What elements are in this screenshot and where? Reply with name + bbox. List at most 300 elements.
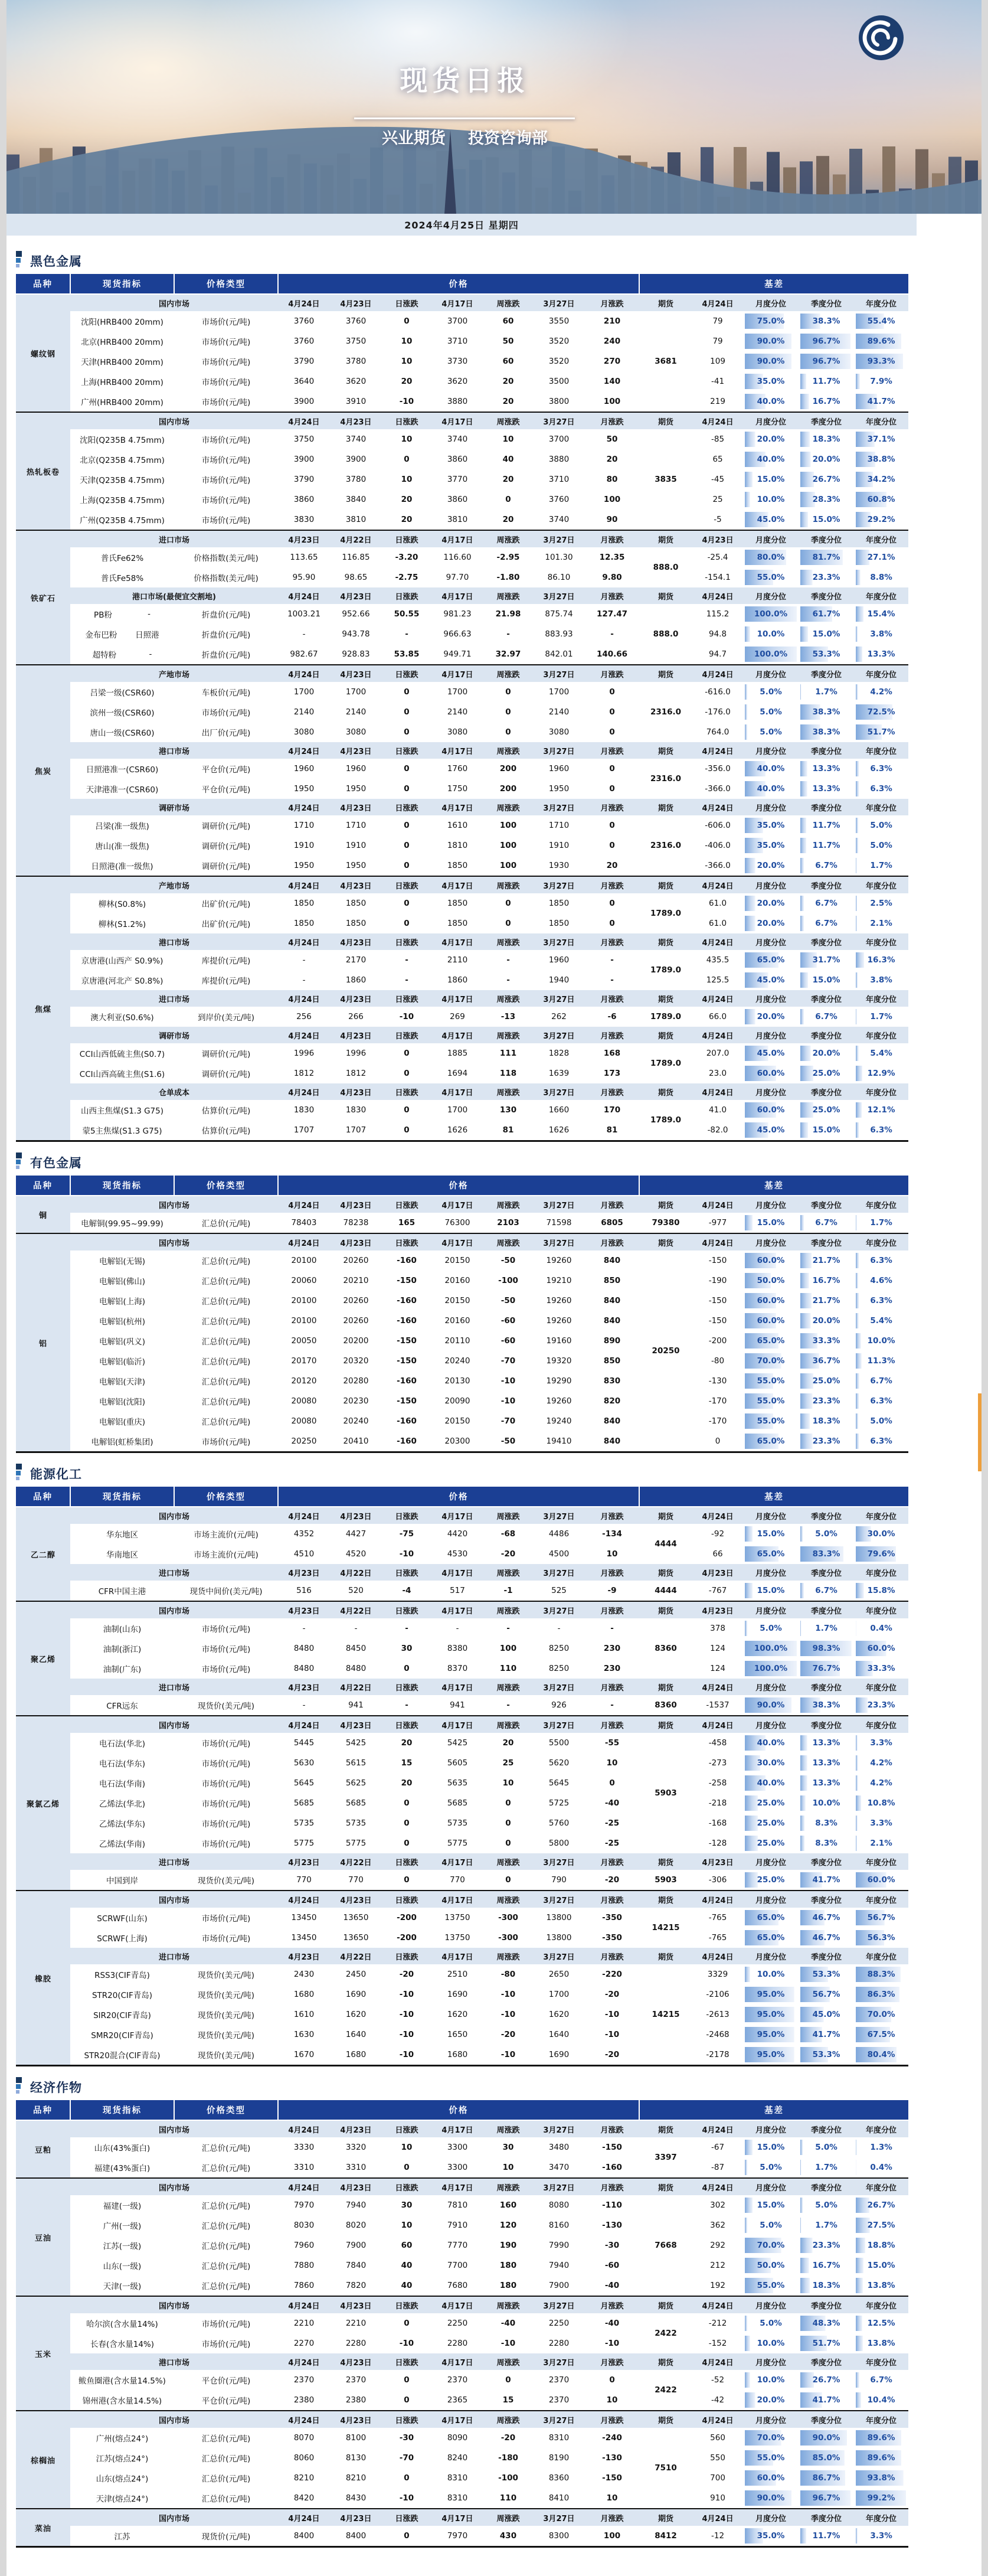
change-cell: 0	[382, 815, 431, 835]
price-cell: 5800	[533, 1833, 585, 1853]
section-bullet-icon	[16, 251, 25, 270]
price-type-cell: 汇总价(元/吨)	[174, 1351, 278, 1371]
variety-cell: 乙二醇	[16, 1507, 70, 1601]
basis-col-label: 4月24日	[692, 412, 743, 429]
monthly-percentile-cell: 30.0%	[743, 1753, 799, 1773]
basis-col-label: 季度分位	[799, 294, 854, 311]
price-type-cell: 现货价(美元/吨)	[174, 1984, 278, 2004]
price-cell: 2280	[431, 2333, 483, 2353]
date-col-label: 4月22日	[330, 1948, 382, 1964]
change-cell: 0	[585, 722, 639, 742]
basis-col-label: 年度分位	[854, 1083, 908, 1100]
basis-value-cell: 550	[692, 2448, 743, 2468]
date-col-label: 周涨跌	[483, 2296, 533, 2313]
market-label: 港口市场	[70, 742, 278, 759]
quarterly-percentile-cell: 11.7%	[799, 371, 854, 391]
price-cell: 1610	[431, 815, 483, 835]
basis-value-cell: -25.4	[692, 547, 743, 567]
price-cell: 13750	[431, 1928, 483, 1948]
basis-col-label: 4月24日	[692, 1891, 743, 1908]
indicator-cell: 超特粉 -	[70, 644, 174, 665]
basis-col-label: 期货	[639, 990, 692, 1007]
monthly-percentile-cell: 60.0%	[743, 1063, 799, 1083]
futures-price-cell: 2316.0	[639, 759, 692, 799]
basis-col-label: 年度分位	[854, 2411, 908, 2428]
price-cell: 517	[431, 1581, 483, 1601]
price-type-cell: 市场价(元/吨)	[174, 429, 278, 449]
price-cell: 20100	[278, 1311, 330, 1331]
yearly-percentile-cell: 89.6%	[854, 331, 908, 351]
yearly-percentile-cell: 12.1%	[854, 1100, 908, 1120]
basis-value-cell: -767	[692, 1581, 743, 1601]
date-col-label: 4月23日	[330, 412, 382, 429]
indicator-cell: 日照港(准一级焦)	[70, 856, 174, 876]
change-cell: -20	[483, 1544, 533, 1564]
quarterly-percentile-cell: 46.7%	[799, 1908, 854, 1928]
table-header-row	[16, 274, 908, 294]
price-type-cell: 汇总价(元/吨)	[174, 1331, 278, 1351]
change-cell: 840	[585, 1411, 639, 1431]
change-cell: 110	[483, 2488, 533, 2509]
monthly-percentile-cell: 40.0%	[743, 779, 799, 799]
indicator-cell: 电解铝(重庆)	[70, 1411, 174, 1431]
price-cell: 1690	[330, 1984, 382, 2004]
date-col-label: 4月23日	[330, 2178, 382, 2195]
price-cell: 770	[431, 1870, 483, 1891]
price-cell: 982.67	[278, 644, 330, 665]
price-cell: 5775	[330, 1833, 382, 1853]
date-col-label: 日涨跌	[382, 933, 431, 950]
basis-col-label: 年度分位	[854, 2120, 908, 2137]
monthly-percentile-cell: 65.0%	[743, 1331, 799, 1351]
quarterly-percentile-cell: 1.7%	[799, 2157, 854, 2178]
variety-cell: 棕榈油	[16, 2411, 70, 2509]
price-type-cell: 市场价(元/吨)	[174, 702, 278, 722]
futures-price-cell: 7510	[639, 2428, 692, 2509]
basis-value-cell: 292	[692, 2235, 743, 2255]
price-cell: 1850	[431, 893, 483, 913]
date-col-label: 4月23日	[278, 530, 330, 547]
change-cell: -10	[483, 1984, 533, 2004]
price-cell: 928.83	[330, 644, 382, 665]
change-cell: 40	[382, 2275, 431, 2296]
change-cell: 0	[483, 1813, 533, 1833]
date-col-label: 4月17日	[431, 587, 483, 604]
basis-col-label: 期货	[639, 587, 692, 604]
date-col-label: 月涨跌	[585, 1507, 639, 1524]
price-cell: 19260	[533, 1291, 585, 1311]
price-cell: 13800	[533, 1908, 585, 1928]
date-col-label: 4月23日	[330, 1233, 382, 1251]
change-cell: -13	[483, 1007, 533, 1027]
yearly-percentile-cell: 5.0%	[854, 815, 908, 835]
monthly-percentile-cell: 35.0%	[743, 371, 799, 391]
price-cell: 20200	[330, 1331, 382, 1351]
quarterly-percentile-cell: 5.0%	[799, 1524, 854, 1544]
quarterly-percentile-cell: 90.0%	[799, 2428, 854, 2448]
date-col-label: 月涨跌	[585, 2296, 639, 2313]
quarterly-percentile-cell: 38.3%	[799, 722, 854, 742]
price-type-cell: 平仓价(元/吨)	[174, 2390, 278, 2411]
indicator-cell: 上海(HRB400 20mm)	[70, 371, 174, 391]
basis-col-label: 期货	[639, 1948, 692, 1964]
change-cell: -10	[483, 1391, 533, 1411]
date-col-label: 周涨跌	[483, 2411, 533, 2428]
price-cell: 3760	[278, 311, 330, 331]
price-cell: 1850	[330, 893, 382, 913]
date-col-label: 月涨跌	[585, 530, 639, 547]
price-type-cell: 汇总价(元/吨)	[174, 1251, 278, 1271]
monthly-percentile-cell: 65.0%	[743, 1908, 799, 1928]
change-cell: 10	[585, 1544, 639, 1564]
basis-value-cell: 764.0	[692, 722, 743, 742]
price-cell: 8250	[533, 1638, 585, 1658]
basis-col-label: 4月23日	[692, 1564, 743, 1581]
quarterly-percentile-cell: 18.3%	[799, 2275, 854, 2296]
price-cell: 3520	[533, 351, 585, 371]
basis-col-label: 4月24日	[692, 1083, 743, 1100]
data-row	[16, 2526, 908, 2547]
date-col-label: 4月17日	[431, 1196, 483, 1213]
price-cell: 7970	[431, 2526, 483, 2547]
basis-col-label: 期货	[639, 1083, 692, 1100]
date-col-label: 月涨跌	[585, 587, 639, 604]
change-cell: 0	[382, 2468, 431, 2488]
monthly-percentile-cell: 60.0%	[743, 1311, 799, 1331]
basis-value-cell: 435.5	[692, 950, 743, 970]
date-col-label: 3月27日	[533, 876, 585, 893]
basis-value-cell: 94.7	[692, 644, 743, 665]
price-type-cell: 市场价(元/吨)	[174, 1658, 278, 1679]
basis-col-label: 4月24日	[692, 2296, 743, 2313]
change-cell: -50	[483, 1431, 533, 1452]
date-col-label: 日涨跌	[382, 2178, 431, 2195]
price-cell: 5645	[278, 1773, 330, 1793]
yearly-percentile-cell: 13.8%	[854, 2275, 908, 2296]
price-cell: 1850	[278, 913, 330, 933]
quarterly-percentile-cell: 5.0%	[799, 2195, 854, 2215]
date-col-label: 4月23日	[330, 1196, 382, 1213]
monthly-percentile-cell: 5.0%	[743, 2215, 799, 2235]
yearly-percentile-cell: 80.4%	[854, 2045, 908, 2066]
date-col-label: 3月27日	[533, 1853, 585, 1870]
change-cell: -10	[585, 2333, 639, 2353]
price-cell: 20080	[278, 1391, 330, 1411]
basis-col-label: 期货	[639, 742, 692, 759]
date-col-label: 4月17日	[431, 933, 483, 950]
scrollbar-thumb[interactable]	[978, 1393, 982, 1471]
date-col-label: 4月23日	[330, 1083, 382, 1100]
quarterly-percentile-cell: 45.0%	[799, 2004, 854, 2025]
change-cell: 0	[483, 913, 533, 933]
change-cell: 140	[585, 371, 639, 391]
date-col-label: 4月17日	[431, 1233, 483, 1251]
yearly-percentile-cell: 4.2%	[854, 1753, 908, 1773]
basis-col-label: 月度分位	[743, 1083, 799, 1100]
date-col-label: 4月17日	[431, 2178, 483, 2195]
change-cell: -	[382, 1695, 431, 1716]
table-header-row	[16, 2100, 908, 2120]
price-type-cell: 库提价(元/吨)	[174, 950, 278, 970]
commodity-section	[16, 1462, 908, 2066]
change-cell: 200	[483, 759, 533, 779]
change-cell: -160	[382, 1371, 431, 1391]
basis-value-cell: -218	[692, 1793, 743, 1813]
data-row	[16, 331, 908, 351]
price-cell: 4520	[330, 1544, 382, 1564]
change-cell: 10	[585, 1753, 639, 1773]
basis-col-label: 季度分位	[799, 530, 854, 547]
price-cell: -	[278, 1695, 330, 1716]
header-col-price-type: 价格类型	[174, 1176, 278, 1196]
data-row	[16, 1581, 908, 1601]
basis-col-label: 月度分位	[743, 1196, 799, 1213]
change-cell: 40	[483, 449, 533, 469]
price-cell: 19260	[533, 1391, 585, 1411]
basis-col-label: 季度分位	[799, 2411, 854, 2428]
price-cell: 20150	[431, 1291, 483, 1311]
basis-col-label: 季度分位	[799, 1948, 854, 1964]
date-col-label: 日涨跌	[382, 530, 431, 547]
price-cell: 8240	[431, 2448, 483, 2468]
basis-value-cell: 109	[692, 351, 743, 371]
basis-value-cell: -80	[692, 1351, 743, 1371]
price-cell: 1626	[431, 1120, 483, 1141]
basis-col-label: 月度分位	[743, 2178, 799, 2195]
change-cell: -20	[585, 2045, 639, 2066]
change-cell: 0	[585, 913, 639, 933]
header-col-indicator: 现货指标	[70, 1176, 174, 1196]
basis-col-label: 4月23日	[692, 530, 743, 547]
indicator-cell: CFR中国主港	[70, 1581, 174, 1601]
quarterly-percentile-cell: 16.7%	[799, 1271, 854, 1291]
monthly-percentile-cell: 15.0%	[743, 1581, 799, 1601]
basis-value-cell: -150	[692, 1291, 743, 1311]
change-cell: -100	[483, 2468, 533, 2488]
change-cell: 81	[483, 1120, 533, 1141]
basis-col-label: 4月24日	[692, 2178, 743, 2195]
change-cell: 118	[483, 1063, 533, 1083]
basis-value-cell: 212	[692, 2255, 743, 2275]
change-cell: -110	[585, 2195, 639, 2215]
price-type-cell: 市场价(元/吨)	[174, 1793, 278, 1813]
indicator-cell: 电石法(华南)	[70, 1773, 174, 1793]
price-cell: 20280	[330, 1371, 382, 1391]
price-type-cell: 现货价(美元/吨)	[174, 2004, 278, 2025]
futures-price-cell: 5903	[639, 1733, 692, 1853]
date-col-label: 3月27日	[533, 1196, 585, 1213]
indicator-cell: 江苏(熔点24°)	[70, 2448, 174, 2468]
price-cell: 5685	[278, 1793, 330, 1813]
price-cell: 3320	[330, 2137, 382, 2157]
price-cell: 20130	[431, 1371, 483, 1391]
price-type-cell: 现货价(美元/吨)	[174, 1695, 278, 1716]
price-cell: 2370	[431, 2370, 483, 2390]
monthly-percentile-cell: 35.0%	[743, 835, 799, 856]
price-cell: 8300	[533, 2526, 585, 2547]
change-cell: 100	[483, 815, 533, 835]
data-row	[16, 682, 908, 702]
change-cell: 20	[382, 489, 431, 510]
quarterly-percentile-cell: 85.0%	[799, 2448, 854, 2468]
price-cell: 5605	[431, 1753, 483, 1773]
indicator-cell: 天津(Q235B 4.75mm)	[70, 469, 174, 489]
change-cell: 12.35	[585, 547, 639, 567]
price-cell: 19410	[533, 1431, 585, 1452]
indicator-cell: SMR20(CIF青岛)	[70, 2025, 174, 2045]
change-cell: 10	[382, 469, 431, 489]
yearly-percentile-cell: 60.8%	[854, 489, 908, 510]
price-cell: 3500	[533, 371, 585, 391]
yearly-percentile-cell: 26.7%	[854, 2195, 908, 2215]
basis-col-label: 4月24日	[692, 1233, 743, 1251]
change-cell: 50.55	[382, 604, 431, 624]
date-col-label: 4月22日	[330, 1853, 382, 1870]
price-cell: 7960	[278, 2235, 330, 2255]
change-cell: -10	[585, 2025, 639, 2045]
basis-col-label: 期货	[639, 1601, 692, 1618]
price-cell: 1700	[431, 1100, 483, 1120]
change-cell: 840	[585, 1291, 639, 1311]
commodity-section	[16, 1151, 908, 1453]
basis-value-cell: -406.0	[692, 835, 743, 856]
price-type-cell: 市场价(元/吨)	[174, 391, 278, 412]
change-cell: 0	[382, 1870, 431, 1891]
price-cell: 2140	[533, 702, 585, 722]
price-cell: 1885	[431, 1043, 483, 1063]
price-type-cell: 市场价(元/吨)	[174, 1618, 278, 1638]
header-col-basis-group: 基差	[639, 1487, 908, 1507]
date-col-label: 周涨跌	[483, 742, 533, 759]
data-row	[16, 1813, 908, 1833]
price-cell: 20050	[278, 1331, 330, 1351]
date-col-label: 月涨跌	[585, 933, 639, 950]
quarterly-percentile-cell: 41.7%	[799, 2025, 854, 2045]
market-label: 国内市场	[70, 2120, 278, 2137]
date-col-label: 4月17日	[431, 990, 483, 1007]
basis-value-cell: -366.0	[692, 779, 743, 799]
price-cell: 2170	[330, 950, 382, 970]
change-cell: 20	[382, 510, 431, 530]
indicator-cell: 电石法(华东)	[70, 1753, 174, 1773]
price-type-cell: 汇总价(元/吨)	[174, 2235, 278, 2255]
price-cell: 3860	[431, 449, 483, 469]
yearly-percentile-cell: 10.0%	[854, 1331, 908, 1351]
date-col-label: 4月23日	[330, 2296, 382, 2313]
date-col-label: 月涨跌	[585, 876, 639, 893]
date-col-label: 4月17日	[431, 1601, 483, 1618]
basis-col-label: 季度分位	[799, 412, 854, 429]
indicator-cell: 柳林(S1.2%)	[70, 913, 174, 933]
date-col-label: 日涨跌	[382, 1083, 431, 1100]
basis-col-label: 4月24日	[692, 1948, 743, 1964]
quarterly-percentile-cell: 96.7%	[799, 2488, 854, 2509]
data-row	[16, 1793, 908, 1813]
monthly-percentile-cell: 5.0%	[743, 2157, 799, 2178]
change-cell: 0	[382, 856, 431, 876]
section-title-label: 经济作物	[30, 2081, 82, 2095]
data-row	[16, 2390, 908, 2411]
change-cell: 81	[585, 1120, 639, 1141]
price-type-cell: 市场价(元/吨)	[174, 1813, 278, 1833]
futures-price-cell: 14215	[639, 1908, 692, 1948]
price-cell: 3470	[533, 2157, 585, 2178]
quarterly-percentile-cell: 10.0%	[799, 1793, 854, 1813]
price-cell: 2365	[431, 2390, 483, 2411]
yearly-percentile-cell: 4.2%	[854, 1773, 908, 1793]
monthly-percentile-cell: 25.0%	[743, 1813, 799, 1833]
basis-value-cell: -154.1	[692, 567, 743, 587]
basis-col-label: 季度分位	[799, 1679, 854, 1695]
price-cell: -	[431, 1618, 483, 1638]
quarterly-percentile-cell: 1.7%	[799, 2215, 854, 2235]
futures-price-cell: 20250	[639, 1251, 692, 1452]
price-cell: 20060	[278, 1271, 330, 1291]
price-cell: 1996	[330, 1043, 382, 1063]
change-cell: 0	[382, 835, 431, 856]
data-row	[16, 2004, 908, 2025]
yearly-percentile-cell: 1.7%	[854, 1007, 908, 1027]
yearly-percentile-cell: 93.8%	[854, 2468, 908, 2488]
data-row	[16, 391, 908, 412]
basis-value-cell: -273	[692, 1753, 743, 1773]
date-col-label: 周涨跌	[483, 1507, 533, 1524]
org-name: 兴业期货	[381, 129, 446, 148]
quarterly-percentile-cell: 15.0%	[799, 970, 854, 990]
yearly-percentile-cell: 18.8%	[854, 2235, 908, 2255]
price-cell: 5735	[431, 1813, 483, 1833]
price-cell: 19240	[533, 1411, 585, 1431]
price-cell: 5725	[533, 1793, 585, 1813]
market-label: 国内市场	[70, 1196, 278, 1213]
change-cell: 230	[585, 1658, 639, 1679]
monthly-percentile-cell: 65.0%	[743, 1928, 799, 1948]
data-row	[16, 759, 908, 779]
price-cell: 3080	[431, 722, 483, 742]
header-col-basis-group: 基差	[639, 1176, 908, 1196]
yearly-percentile-cell: 5.4%	[854, 1043, 908, 1063]
basis-col-label: 年度分位	[854, 876, 908, 893]
date-col-label: 月涨跌	[585, 799, 639, 815]
price-cell: 3710	[431, 331, 483, 351]
basis-col-label: 季度分位	[799, 1233, 854, 1251]
change-cell: -1	[483, 1581, 533, 1601]
price-cell: 1812	[278, 1063, 330, 1083]
variety-cell: 焦炭	[16, 665, 70, 876]
yearly-percentile-cell: 6.3%	[854, 779, 908, 799]
change-cell: -40	[585, 1793, 639, 1813]
date-col-label: 4月17日	[431, 2296, 483, 2313]
price-cell: 3080	[330, 722, 382, 742]
change-cell: 20	[483, 1733, 533, 1753]
price-type-cell: 汇总价(元/吨)	[174, 2215, 278, 2235]
price-type-cell: 汇总价(元/吨)	[174, 2195, 278, 2215]
monthly-percentile-cell: 15.0%	[743, 469, 799, 489]
indicator-cell: 京唐港(山西产 S0.9%)	[70, 950, 174, 970]
price-cell: 19290	[533, 1371, 585, 1391]
basis-col-label: 月度分位	[743, 1507, 799, 1524]
price-cell: 3900	[278, 449, 330, 469]
basis-col-label: 月度分位	[743, 665, 799, 682]
indicator-cell: 油制(广东)	[70, 1658, 174, 1679]
change-cell: -160	[382, 1431, 431, 1452]
basis-col-label: 期货	[639, 530, 692, 547]
date-col-label: 月涨跌	[585, 2509, 639, 2526]
price-cell: 13450	[278, 1908, 330, 1928]
date-col-label: 周涨跌	[483, 294, 533, 311]
futures-price-cell: 2422	[639, 2313, 692, 2353]
basis-col-label: 期货	[639, 876, 692, 893]
